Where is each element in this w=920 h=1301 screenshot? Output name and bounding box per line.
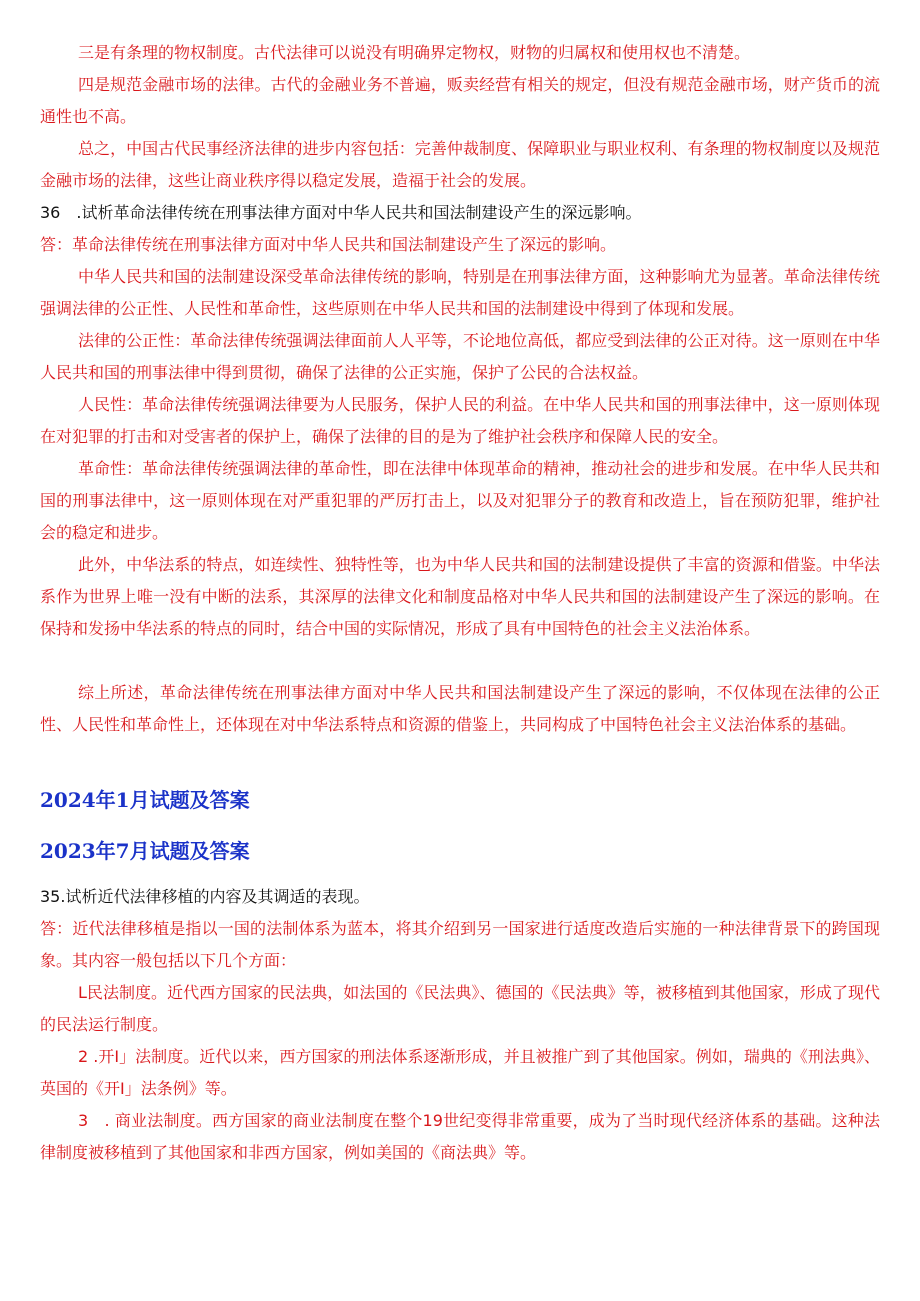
paragraph-civil-law: L民法制度。近代西方国家的民法典，如法国的《民法典》、德国的《民法典》等，被移植到其他国家，形成了现代的民法运行制度。 bbox=[40, 983, 880, 1034]
paragraph-prc-legal-construction: 中华人民共和国的法制建设深受革命法律传统的影响，特别是在刑事法律方面，这种影响尤为显著。革命法律传统强调法律的公正性、人民性和革命性，这些原则在中华人民共和国的法制建设中得到了体现和发展。 bbox=[40, 267, 880, 318]
paragraph-fairness: 法律的公正性：革命法律传统强调法律面前人人平等，不论地位高低，都应受到法律的公正对待。这一原则在中华人民共和国的刑事法律中得到贯彻，确保了法律的公正实施，保护了公民的合法权益。 bbox=[40, 331, 880, 382]
paragraph-summary: 总之，中国古代民事经济法律的进步内容包括：完善仲裁制度、保障职业与职业权利、有条理的物权制度以及规范金融市场的法律，这些让商业秩序得以稳定发展，造福于社会的发展。 bbox=[40, 139, 880, 190]
paragraph-people-orientation: 人民性：革命法律传统强调法律要为人民服务，保护人民的利益。在中华人民共和国的刑事法律中，这一原则体现在对犯罪的打击和对受害者的保护上，确保了法律的目的是为了维护社会秩序和保障人民的安全。 bbox=[40, 395, 880, 446]
heading-2024-jan-link[interactable]: 2024年1月试题及答案 bbox=[40, 788, 250, 812]
paragraph-financial-market: 四是规范金融市场的法律。古代的金融业务不普遍，贩卖经营有相关的规定，但没有规范金融市场，财产货币的流通性也不高。 bbox=[40, 75, 880, 126]
heading-2024-jan[interactable] bbox=[40, 785, 250, 815]
paragraph-revolutionary-nature: 革命性：革命法律传统强调法律的革命性，即在法律中体现革命的精神，推动社会的进步和发展。在中华人民共和国的刑事法律中，这一原则体现在对严重犯罪的严厉打击上，以及对犯罪分子的教育和改造上，旨在预防犯罪，维护社会的稳定和进步。 bbox=[40, 459, 880, 542]
paragraph-chinese-legal-system: 此外，中华法系的特点，如连续性、独特性等，也为中华人民共和国的法制建设提供了丰富的资源和借鉴。中华法系作为世界上唯一没有中断的法系，其深厚的法律文化和制度品格对中华人民共和国的法制建设产生了深远的影响。在保持和发扬中华法系的特点的同时，结合中国的实际情况，形成了具有中国特色的社会主义法治体系。 bbox=[40, 555, 880, 638]
paragraph-conclusion: 综上所述，革命法律传统在刑事法律方面对中华人民共和国法制建设产生了深远的影响，不仅体现在法律的公正性、人民性和革命性上，还体现在对中华法系特点和资源的借鉴上，共同构成了中国特色社会主义法治体系的基础。 bbox=[40, 683, 880, 734]
answer-36-intro: 答：革命法律传统在刑事法律方面对中华人民共和国法制建设产生了深远的影响。 bbox=[40, 235, 617, 254]
paragraph-criminal-law: 2 .开I」法制度。近代以来，西方国家的刑法体系逐渐形成，并且被推广到了其他国家。例如，瑞典的《刑法典》、英国的《开I」法条例》等。 bbox=[40, 1047, 880, 1098]
question-36: 36 .试析革命法律传统在刑事法律方面对中华人民共和国法制建设产生的深远影响。 bbox=[40, 203, 642, 222]
heading-2023-jul[interactable] bbox=[40, 836, 250, 866]
paragraph-commercial-law: 3 . 商业法制度。西方国家的商业法制度在整个19世纪变得非常重要，成为了当时现代经济体系的基础。这种法律制度被移植到了其他国家和非西方国家，例如美国的《商法典》等。 bbox=[40, 1111, 880, 1162]
question-35: 35.试析近代法律移植的内容及其调适的表现。 bbox=[40, 887, 370, 906]
heading-2023-jul-link[interactable]: 2023年7月试题及答案 bbox=[40, 839, 250, 863]
paragraph-property-rights: 三是有条理的物权制度。古代法律可以说没有明确界定物权，财物的归属权和使用权也不清楚。 bbox=[78, 43, 751, 62]
answer-35-intro: 答：近代法律移植是指以一国的法制体系为蓝本，将其介绍到另一国家进行适度改造后实施的一种法律背景下的跨国现象。其内容一般包括以下几个方面： bbox=[40, 919, 880, 970]
